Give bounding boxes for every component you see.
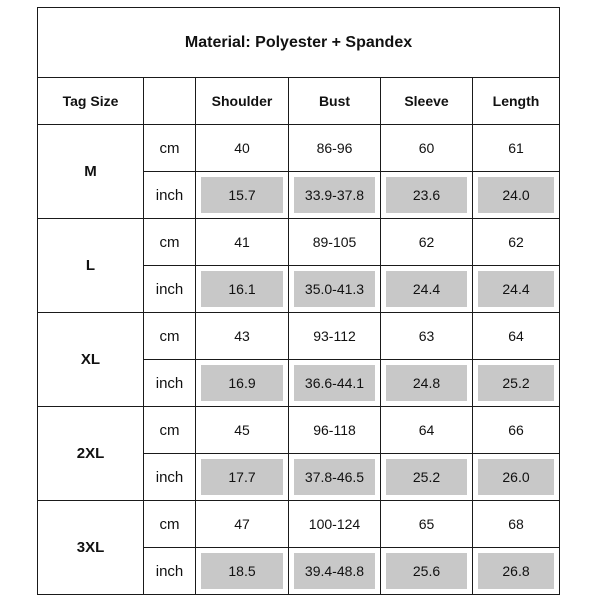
bust-cm-value: 93-112	[289, 313, 381, 360]
length-inch-value: 26.0	[473, 454, 560, 501]
shoulder-cm-value: 43	[196, 313, 289, 360]
size-label: 2XL	[38, 407, 144, 501]
bust-inch-value: 36.6-44.1	[289, 360, 381, 407]
table-row	[38, 125, 560, 172]
header-sleeve: Sleeve	[381, 78, 473, 125]
bust-inch-value: 37.8-46.5	[289, 454, 381, 501]
size-label: XL	[38, 313, 144, 407]
header-unit	[144, 78, 196, 125]
size-chart-table	[37, 7, 560, 595]
length-cm-value: 62	[473, 219, 560, 266]
header-length: Length	[473, 78, 560, 125]
bust-inch-value: 33.9-37.8	[289, 172, 381, 219]
table-row	[38, 501, 560, 548]
length-inch-value: 24.0	[473, 172, 560, 219]
unit-label-inch: inch	[144, 172, 196, 219]
sleeve-cm-value: 60	[381, 125, 473, 172]
sleeve-cm-value: 64	[381, 407, 473, 454]
sleeve-inch-value: 25.2	[381, 454, 473, 501]
table-row	[38, 219, 560, 266]
size-label: 3XL	[38, 501, 144, 595]
shoulder-inch-value: 18.5	[196, 548, 289, 595]
unit-label-cm: cm	[144, 219, 196, 266]
length-cm-value: 64	[473, 313, 560, 360]
unit-label-cm: cm	[144, 313, 196, 360]
shoulder-cm-value: 45	[196, 407, 289, 454]
sleeve-cm-value: 65	[381, 501, 473, 548]
unit-label-inch: inch	[144, 548, 196, 595]
shoulder-cm-value: 41	[196, 219, 289, 266]
length-cm-value: 66	[473, 407, 560, 454]
shoulder-cm-value: 47	[196, 501, 289, 548]
table-row	[38, 313, 560, 360]
length-inch-value: 26.8	[473, 548, 560, 595]
sleeve-inch-value: 25.6	[381, 548, 473, 595]
bust-inch-value: 35.0-41.3	[289, 266, 381, 313]
bust-cm-value: 100-124	[289, 501, 381, 548]
shoulder-inch-value: 16.9	[196, 360, 289, 407]
size-label: M	[38, 125, 144, 219]
unit-label-inch: inch	[144, 266, 196, 313]
bust-inch-value: 39.4-48.8	[289, 548, 381, 595]
unit-label-cm: cm	[144, 125, 196, 172]
sleeve-inch-value: 24.4	[381, 266, 473, 313]
sleeve-inch-value: 24.8	[381, 360, 473, 407]
bust-cm-value: 86-96	[289, 125, 381, 172]
shoulder-inch-value: 16.1	[196, 266, 289, 313]
length-inch-value: 25.2	[473, 360, 560, 407]
header-bust: Bust	[289, 78, 381, 125]
material-title: Material: Polyester + Spandex	[38, 8, 560, 78]
unit-label-cm: cm	[144, 407, 196, 454]
sleeve-cm-value: 62	[381, 219, 473, 266]
sleeve-cm-value: 63	[381, 313, 473, 360]
unit-label-inch: inch	[144, 454, 196, 501]
unit-label-cm: cm	[144, 501, 196, 548]
size-label: L	[38, 219, 144, 313]
shoulder-inch-value: 17.7	[196, 454, 289, 501]
length-cm-value: 61	[473, 125, 560, 172]
length-inch-value: 24.4	[473, 266, 560, 313]
bust-cm-value: 89-105	[289, 219, 381, 266]
table-row	[38, 407, 560, 454]
shoulder-inch-value: 15.7	[196, 172, 289, 219]
length-cm-value: 68	[473, 501, 560, 548]
bust-cm-value: 96-118	[289, 407, 381, 454]
unit-label-inch: inch	[144, 360, 196, 407]
sleeve-inch-value: 23.6	[381, 172, 473, 219]
shoulder-cm-value: 40	[196, 125, 289, 172]
header-tag-size: Tag Size	[38, 78, 144, 125]
header-shoulder: Shoulder	[196, 78, 289, 125]
